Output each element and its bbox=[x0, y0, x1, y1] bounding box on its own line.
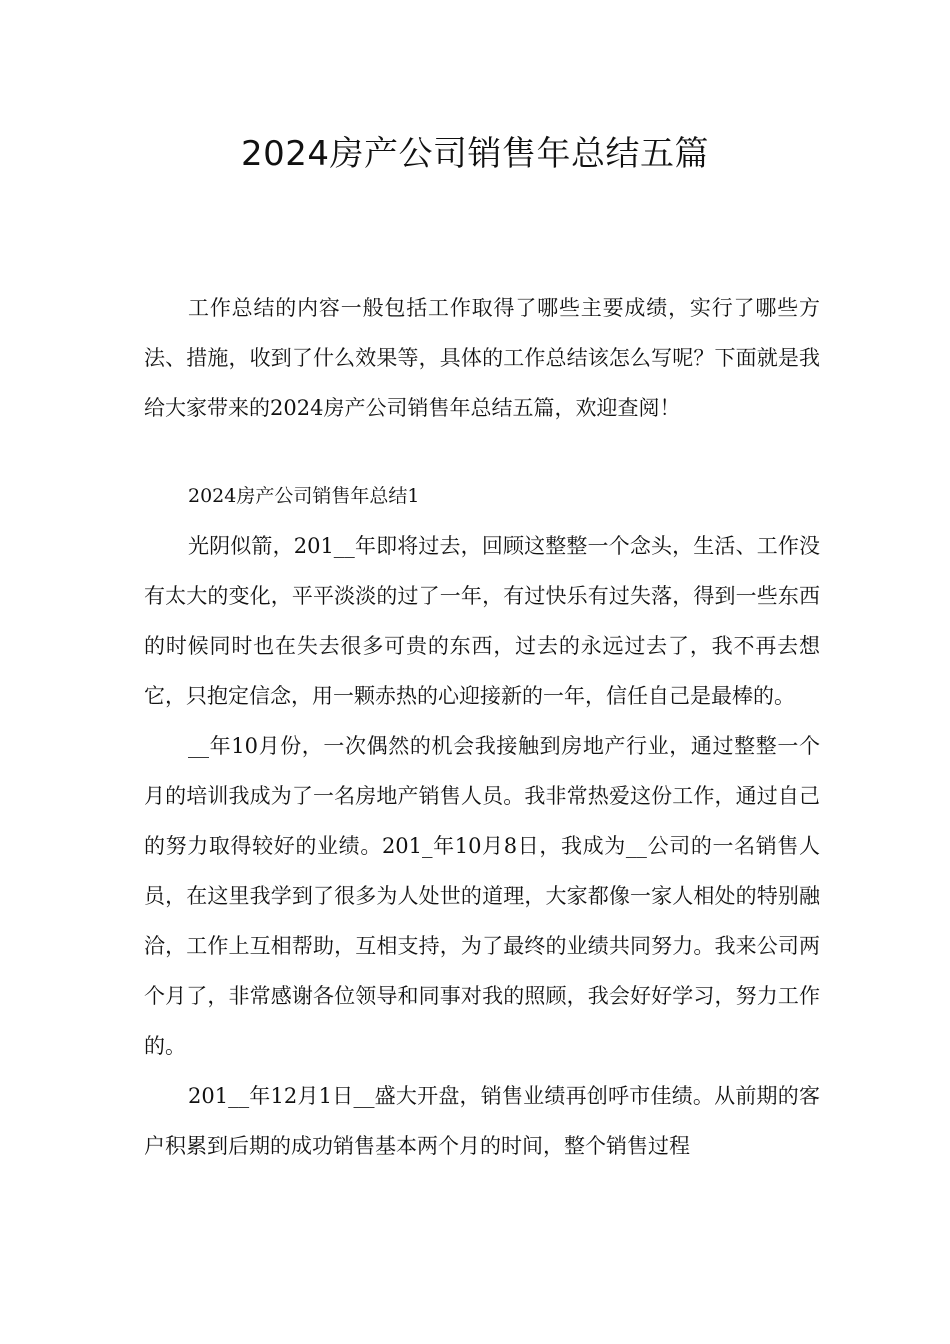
document-title: 2024房产公司销售年总结五篇 bbox=[240, 134, 710, 174]
body-paragraph-3: 201__年12月1日__盛大开盘，销售业绩再创呼市佳绩。从前期的客户积累到后期的成功销售基本两个月的时间，整个销售过程 bbox=[144, 1084, 820, 1158]
document-body bbox=[144, 283, 820, 1171]
section-heading: 2024房产公司销售年总结1 bbox=[188, 485, 420, 507]
intro-paragraph: 工作总结的内容一般包括工作取得了哪些主要成绩，实行了哪些方法、措施，收到了什么效果等，具体的工作总结该怎么写呢？下面就是我给大家带来的2024房产公司销售年总结五篇，欢迎查阅！ bbox=[144, 296, 820, 420]
body-paragraph-1: 光阴似箭，201__年即将过去，回顾这整整一个念头，生活、工作没有太大的变化，平平淡淡的过了一年，有过快乐有过失落，得到一些东西的时候同时也在失去很多可贵的东西，过去的永远过去了，我不再去想它，只抱定信念，用一颗赤热的心迎接新的一年，信任自己是最棒的。 bbox=[144, 534, 820, 708]
body-paragraph-2: __年10月份，一次偶然的机会我接触到房地产行业，通过整整一个月的培训我成为了一名房地产销售人员。我非常热爱这份工作，通过自己的努力取得较好的业绩。201_年10月8日，我成为__公司的一名销售人员，在这里我学到了很多为人处世的道理，大家都像一家人相处的特别融洽，工作上互相帮助，互相支持，为了最终的业绩共同努力。我来公司两个月了，非常感谢各位领导和同事对我的照顾，我会好好学习，努力工作的。 bbox=[144, 734, 820, 1058]
